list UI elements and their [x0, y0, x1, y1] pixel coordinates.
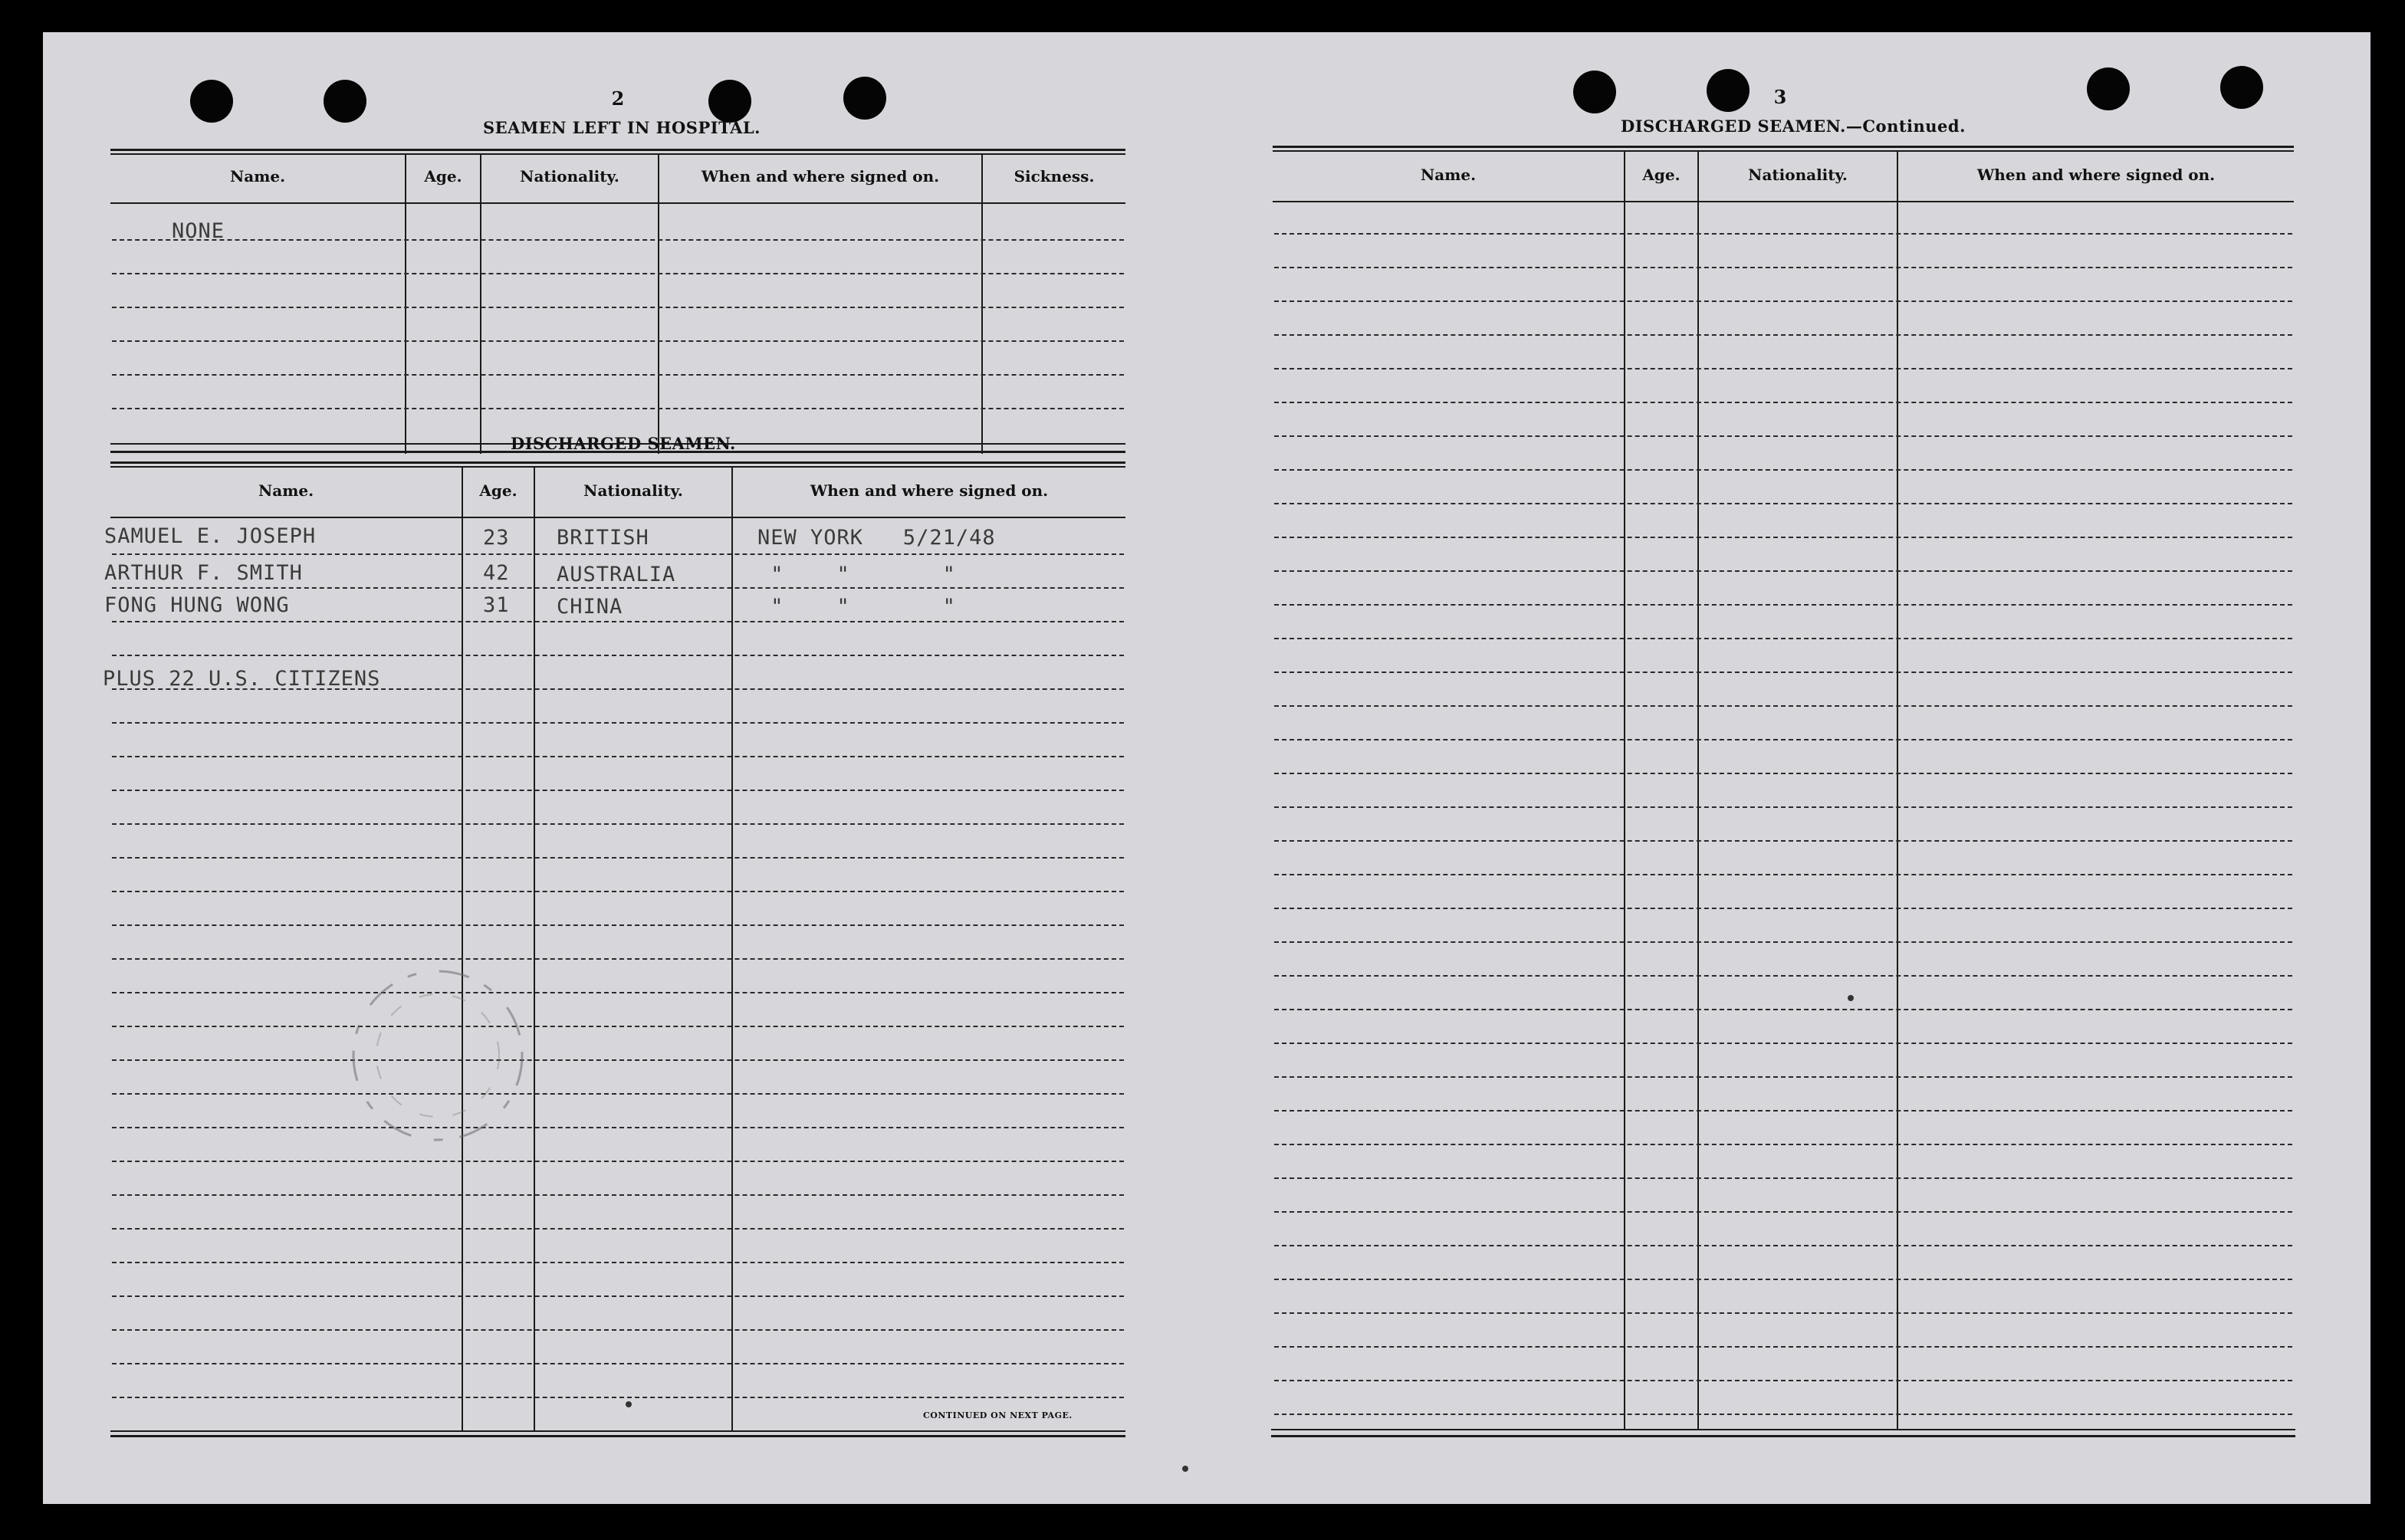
ruled-line — [1274, 604, 2292, 606]
column-divider — [731, 468, 733, 1432]
ruled-line — [112, 1059, 1124, 1061]
ruled-line — [112, 239, 1124, 241]
seaman-name: ARTHUR F. SMITH — [104, 561, 303, 585]
ruled-line — [112, 340, 1124, 342]
header-bottom-rule — [110, 517, 1125, 518]
ruled-line — [112, 1228, 1124, 1230]
ruled-line — [1274, 267, 2292, 268]
ruled-line — [1274, 233, 2292, 235]
table-bottom-rule — [1271, 1435, 2295, 1437]
ruled-line — [112, 1127, 1124, 1128]
punch-hole — [708, 80, 751, 123]
ruled-line — [112, 655, 1124, 656]
ruled-line — [112, 273, 1124, 274]
ruled-line — [1274, 368, 2292, 369]
ruled-line — [1274, 1110, 2292, 1111]
ruled-line — [112, 374, 1124, 376]
punch-hole — [324, 80, 366, 123]
seaman-signed-on: " " " — [757, 563, 956, 586]
page-number: 2 — [611, 87, 625, 110]
punch-hole — [190, 80, 233, 123]
ruled-line — [112, 1026, 1124, 1027]
ruled-line — [1274, 537, 2292, 538]
ruled-line — [112, 553, 1124, 555]
section-title-discharged-continued: DISCHARGED SEAMEN.—Continued. — [1621, 117, 1966, 136]
ruled-line — [112, 1329, 1124, 1331]
column-divider — [1897, 152, 1898, 1430]
column-divider — [1697, 152, 1699, 1430]
ruled-line — [1274, 1346, 2292, 1348]
seaman-nationality: AUSTRALIA — [557, 563, 676, 586]
ruled-line — [112, 1295, 1124, 1297]
dust-speck — [1848, 995, 1854, 1001]
column-header-nationality: Nationality. — [583, 481, 683, 500]
ruled-line — [112, 891, 1124, 892]
punch-hole — [1573, 71, 1616, 113]
table-top-rule — [110, 461, 1125, 464]
ruled-line — [1274, 671, 2292, 673]
seaman-signed-on: NEW YORK 5/21/48 — [757, 526, 996, 550]
column-header-age: Age. — [479, 481, 517, 500]
page-number: 3 — [1773, 86, 1787, 108]
column-divider — [1624, 152, 1625, 1430]
section-title-hospital: SEAMEN LEFT IN HOSPITAL. — [483, 118, 761, 137]
ruled-line — [1274, 1414, 2292, 1415]
column-header-sickness: Sickness. — [1014, 167, 1095, 186]
ruled-line — [1274, 570, 2292, 572]
ruled-line — [1274, 402, 2292, 403]
ruled-line — [112, 408, 1124, 409]
column-header-signed-on: When and where signed on. — [701, 167, 940, 186]
column-header-name: Name. — [258, 481, 314, 500]
faded-stamp-icon — [334, 952, 541, 1159]
ruled-line — [1274, 1245, 2292, 1246]
ruled-line — [1274, 941, 2292, 943]
ruled-line — [1274, 469, 2292, 471]
seaman-nationality: CHINA — [557, 595, 623, 619]
seaman-name: SAMUEL E. JOSEPH — [104, 524, 317, 548]
citizens-note: PLUS 22 U.S. CITIZENS — [103, 667, 381, 691]
ruled-line — [1274, 705, 2292, 707]
ruled-line — [112, 756, 1124, 757]
ruled-line — [112, 307, 1124, 308]
ruled-line — [1274, 908, 2292, 909]
column-header-signed-on: When and where signed on. — [810, 481, 1049, 500]
table-bottom-rule — [110, 1430, 1125, 1432]
ruled-line — [112, 790, 1124, 791]
column-header-age: Age. — [424, 167, 462, 186]
ruled-line — [1274, 1009, 2292, 1010]
seaman-name: FONG HUNG WONG — [104, 593, 290, 617]
ruled-line — [1274, 806, 2292, 808]
ruled-line — [1274, 1177, 2292, 1179]
column-header-nationality: Nationality. — [1748, 166, 1848, 184]
section-title-discharged: DISCHARGED SEAMEN. — [511, 434, 736, 453]
column-divider — [462, 468, 463, 1432]
ruled-line — [1274, 1312, 2292, 1314]
punch-hole — [843, 77, 886, 120]
ruled-line — [1274, 975, 2292, 977]
ruled-line — [1274, 840, 2292, 842]
ruled-line — [1274, 1043, 2292, 1044]
hospital-entry: NONE — [172, 219, 225, 243]
ruled-line — [1274, 300, 2292, 302]
seaman-age: 23 — [483, 526, 510, 550]
column-header-signed-on: When and where signed on. — [1976, 166, 2216, 184]
table-top-rule — [110, 153, 1125, 155]
ruled-line — [112, 1262, 1124, 1263]
ruled-line — [112, 823, 1124, 825]
punch-hole — [2087, 67, 2130, 110]
punch-hole — [2220, 66, 2263, 109]
column-header-name: Name. — [1420, 166, 1477, 184]
table-top-rule — [110, 466, 1125, 468]
ruled-line — [1274, 1144, 2292, 1145]
dust-speck — [1182, 1466, 1188, 1472]
ruled-line — [1274, 1076, 2292, 1078]
column-header-name: Name. — [229, 167, 286, 186]
ruled-line — [112, 1161, 1124, 1162]
column-divider — [534, 468, 535, 1432]
ruled-line — [112, 587, 1124, 589]
ruled-line — [1274, 1380, 2292, 1381]
ruled-line — [112, 621, 1124, 622]
ruled-line — [112, 992, 1124, 993]
seaman-age: 31 — [483, 593, 510, 617]
ruled-line — [112, 1363, 1124, 1364]
column-header-age: Age. — [1642, 166, 1681, 184]
ruled-line — [112, 1397, 1124, 1398]
ruled-line — [112, 722, 1124, 724]
ruled-line — [1274, 435, 2292, 437]
ruled-line — [112, 857, 1124, 859]
seaman-nationality: BRITISH — [557, 526, 649, 550]
continued-note: CONTINUED ON NEXT PAGE. — [923, 1410, 1073, 1420]
table-top-rule — [1273, 146, 2294, 148]
ruled-line — [1274, 874, 2292, 875]
seaman-age: 42 — [483, 561, 510, 585]
header-bottom-rule — [1273, 201, 2294, 202]
ruled-line — [1274, 1279, 2292, 1280]
ruled-line — [112, 958, 1124, 960]
table-bottom-rule — [1271, 1429, 2295, 1430]
table-bottom-rule — [110, 1435, 1125, 1437]
ruled-line — [112, 1093, 1124, 1095]
table-top-rule — [1273, 150, 2294, 152]
header-bottom-rule — [110, 202, 1125, 204]
seaman-signed-on: " " " — [757, 595, 956, 619]
table-top-rule — [110, 149, 1125, 151]
column-header-nationality: Nationality. — [520, 167, 619, 186]
ruled-line — [1274, 1211, 2292, 1213]
dust-speck — [626, 1401, 632, 1407]
document-sheet — [43, 32, 2371, 1504]
ruled-line — [1274, 739, 2292, 740]
punch-hole — [1707, 69, 1750, 112]
ruled-line — [112, 924, 1124, 926]
ruled-line — [112, 1194, 1124, 1196]
ruled-line — [1274, 503, 2292, 504]
ruled-line — [1274, 334, 2292, 336]
ruled-line — [1274, 638, 2292, 639]
ruled-line — [1274, 773, 2292, 774]
